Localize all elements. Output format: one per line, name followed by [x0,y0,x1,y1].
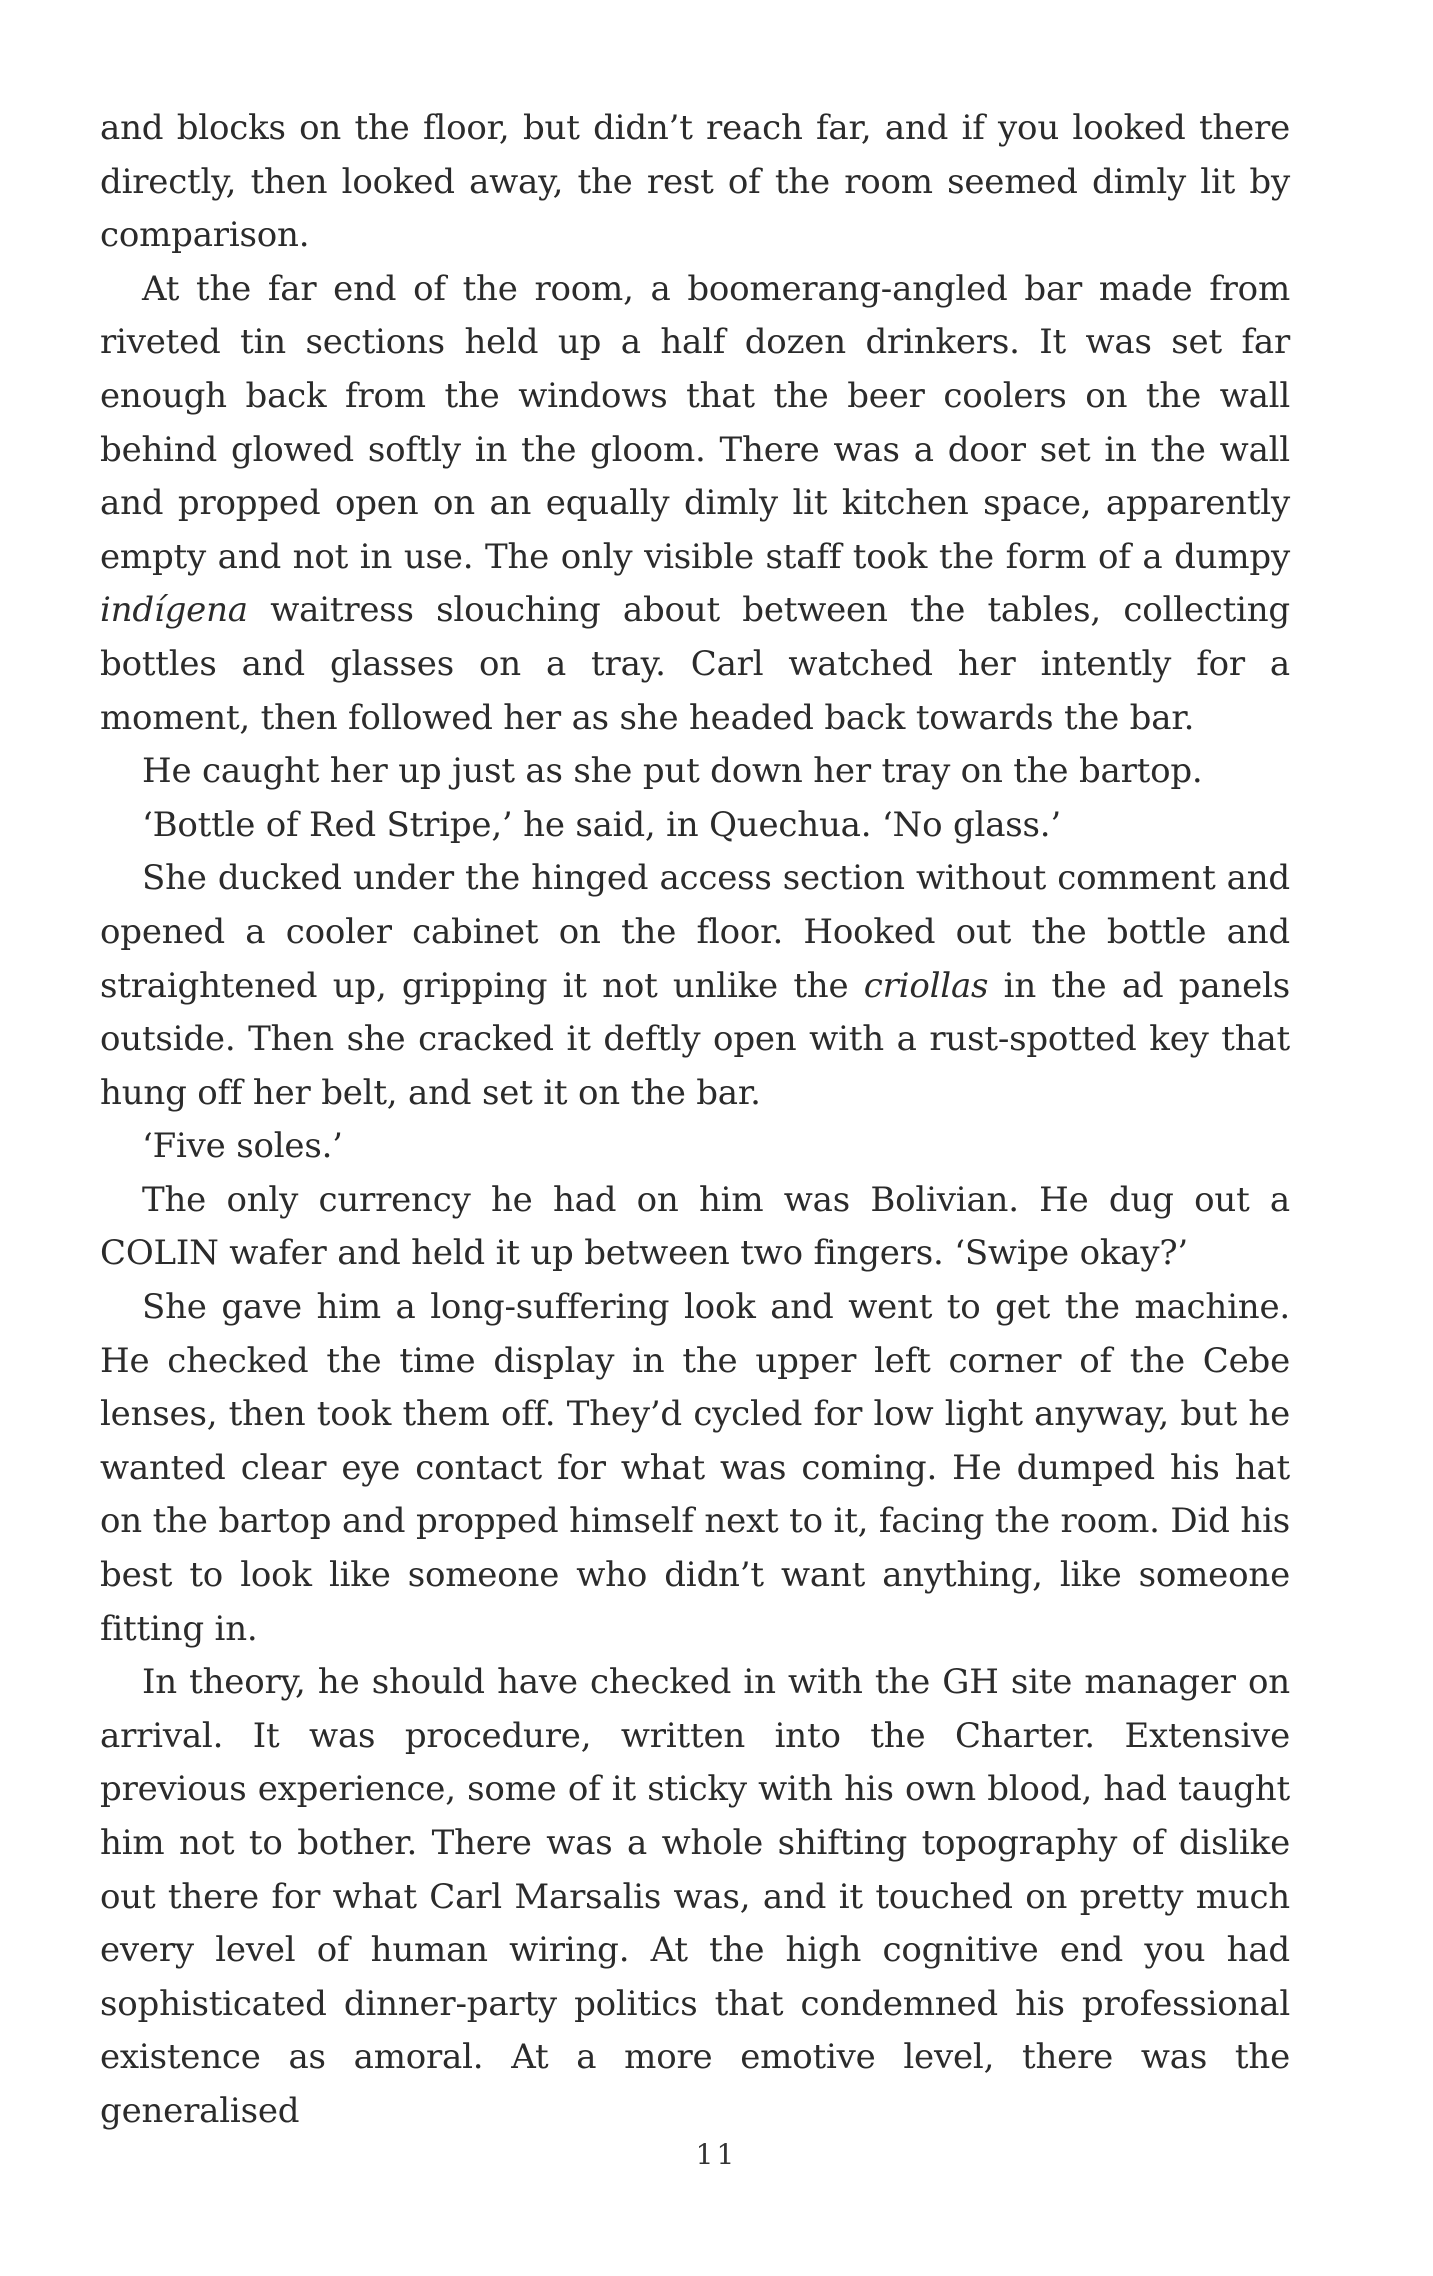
italic-word-indigena: indígena [100,590,248,631]
paragraph-text: She ducked under the hinged access section without comment and opened a cooler cabinet on the floor. Hooked out the bottle and straightened up, gripping it not unlike the [100,858,1290,1006]
paragraph-text: She gave him a long-suffering look and went to get the machine. He checked the time display in the upper left corner of the Cebe lenses, then took them off. They’d cycled for low light anyway, but he wanted clear eye contact for what was coming. He dumped his hat on the bartop and propped himself next to it, facing the room. Did his best to look like someone who didn’t want anything, like someone fitting in. [100,1287,1290,1649]
paragraph-2 [100,263,1290,745]
body-text [100,102,1290,2139]
paragraph-6 [100,1120,1290,1174]
paragraph-8 [100,1281,1290,1656]
paragraph-text: in the ad panels outside. Then she cracked it deftly open with a rust-spotted key that hung off her belt, and set it on the bar. [100,965,1290,1113]
paragraph-3 [100,745,1290,799]
paragraph-text: At the far end of the room, a boomerang-angled bar made from riveted tin sections held up a half dozen drinkers. It was set far enough back from the windows that the beer coolers on the wall behind glowed softly in the gloom. There was a door set in the wall and propped open on an equally dimly lit kitchen space, apparently empty and not in use. The only visible staff took the form of a dumpy [100,268,1290,577]
paragraph-5 [100,852,1290,1120]
paragraph-9 [100,1656,1290,2138]
page-number: 11 [695,2138,738,2171]
paragraph-text: He caught her up just as she put down her tray on the bartop. [142,751,1203,792]
paragraph-4 [100,799,1290,853]
paragraph-text: ‘Five soles.’ [142,1126,343,1167]
paragraph-text: waitress slouching about between the tables, collecting bottles and glasses on a tray. Carl watched her intently for a moment, then followed her as she headed back towards the bar. [100,590,1290,738]
italic-word-criollas: criollas [863,965,989,1006]
paragraph-1 [100,102,1290,263]
paragraph-7 [100,1174,1290,1281]
paragraph-text: In theory, he should have checked in with the GH site manager on arrival. It was procedure, written into the Charter. Extensive previous experience, some of it sticky with his own blood, had taught him not to bother. There was a whole shifting topography of dislike out there for what Carl Marsalis was, and it touched on pretty much every level of human wiring. At the high cognitive end you had sophisticated dinner-party politics that condemned his professional existence as amoral. At a more emotive level, there was the generalised [100,1662,1290,2131]
paragraph-text: and blocks on the floor, but didn’t reach far, and if you looked there directly, then looked away, the rest of the room seemed dimly lit by comparison. [100,108,1290,256]
paragraph-text: ‘Bottle of Red Stripe,’ he said, in Quechua. ‘No glass.’ [142,804,1061,845]
paragraph-text: The only currency he had on him was Bolivian. He dug out a COLIN wafer and held it up between two fingers. ‘Swipe okay?’ [100,1179,1290,1274]
